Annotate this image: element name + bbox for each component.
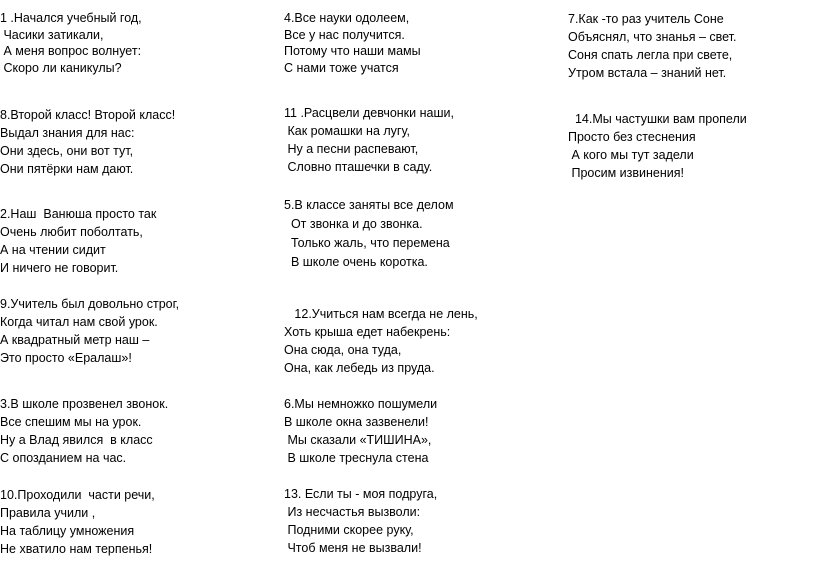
stanza-line: Очень любит поболтать, — [0, 225, 143, 239]
stanza-line: Все спешим мы на урок. — [0, 415, 142, 429]
stanza-10 — [0, 486, 155, 558]
stanza-line: 6.Мы немножко пошумели — [284, 397, 438, 411]
stanza-11 — [284, 104, 454, 176]
stanza-13 — [284, 485, 437, 557]
stanza-line: 12.Учиться нам всегда не лень, — [284, 307, 478, 321]
stanza-6 — [284, 395, 437, 467]
stanza-line: Утром встала – знаний нет. — [568, 66, 727, 80]
stanza-line: 8.Второй класс! Второй класс! — [0, 108, 176, 122]
stanza-line: Она, как лебедь из пруда. — [284, 361, 435, 375]
stanza-line: Не хватило нам терпенья! — [0, 542, 153, 556]
stanza-line: 7.Как -то раз учитель Соне — [568, 12, 724, 26]
stanza-line: Скоро ли каникулы? — [0, 60, 122, 75]
stanza-12 — [284, 305, 478, 377]
stanza-line: Хоть крыша едет набекрень: — [284, 325, 451, 339]
stanza-line: 10.Проходили части речи, — [0, 488, 155, 502]
stanza-line: 14.Мы частушки вам пропели — [568, 112, 747, 126]
stanza-line: Объяснял, что знанья – свет. — [568, 30, 737, 44]
stanza-1 — [0, 10, 142, 76]
stanza-9 — [0, 295, 179, 367]
stanza-2 — [0, 205, 156, 277]
stanza-7 — [568, 10, 737, 82]
stanza-line: Чтоб меня не вызвали! — [284, 541, 422, 555]
stanza-line: В школе треснула стена — [284, 451, 429, 465]
stanza-line: А кого мы тут задели — [568, 148, 694, 162]
stanza-line: И ничего не говорит. — [0, 261, 119, 275]
stanza-line: Когда читал нам свой урок. — [0, 315, 158, 329]
stanza-line: От звонка и до звонка. — [284, 217, 423, 231]
stanza-line: Мы сказали «ТИШИНА», — [284, 433, 432, 447]
stanza-line: Соня спать легла при свете, — [568, 48, 733, 62]
stanza-line: Словно пташечки в саду. — [284, 160, 433, 174]
stanza-line: Подними скорее руку, — [284, 523, 414, 537]
stanza-line: 5.В классе заняты все делом — [284, 198, 454, 212]
stanza-line: Только жаль, что перемена — [284, 236, 450, 250]
stanza-line: А меня вопрос волнует: — [0, 44, 142, 58]
stanza-8 — [0, 106, 175, 178]
stanza-line: Это просто «Ералаш»! — [0, 351, 132, 365]
stanza-line: 1 .Начался учебный год, — [0, 11, 142, 25]
stanza-line: 11 .Расцвели девчонки наши, — [284, 106, 454, 120]
stanza-line: Как ромашки на лугу, — [284, 124, 410, 138]
stanza-line: Выдал знания для нас: — [0, 126, 135, 140]
stanza-line: Ну а песни распевают, — [284, 142, 419, 156]
stanza-line: Она сюда, она туда, — [284, 343, 402, 357]
stanza-line: На таблицу умножения — [0, 524, 135, 538]
stanza-line: Потому что наши мамы — [284, 44, 421, 58]
stanza-line: 4.Все науки одолеем, — [284, 11, 410, 25]
stanza-line: Все у нас получится. — [284, 27, 405, 42]
stanza-line: А на чтении сидит — [0, 243, 106, 257]
stanza-line: А квадратный метр наш – — [0, 333, 150, 347]
stanza-line: Из несчастья вызволи: — [284, 505, 421, 519]
stanza-line: С опозданием на час. — [0, 451, 127, 465]
stanza-line: Они здесь, они вот тут, — [0, 144, 134, 158]
stanza-line: Часики затикали, — [0, 27, 104, 42]
stanza-line: 9.Учитель был довольно строг, — [0, 297, 180, 311]
stanza-line: 3.В школе прозвенел звонок. — [0, 397, 169, 411]
stanza-line: 2.Наш Ванюша просто так — [0, 207, 157, 221]
stanza-3 — [0, 395, 168, 467]
stanza-line: Правила учили , — [0, 506, 96, 520]
stanza-14 — [568, 110, 747, 182]
stanza-line: С нами тоже учатся — [284, 60, 399, 75]
stanza-line: 13. Если ты - моя подруга, — [284, 487, 438, 501]
stanza-5 — [284, 196, 454, 272]
stanza-4 — [284, 10, 421, 76]
stanza-line: Просим извинения! — [568, 166, 684, 180]
stanza-line: В школе окна зазвенели! — [284, 415, 429, 429]
stanza-line: Они пятёрки нам дают. — [0, 162, 134, 176]
stanza-line: В школе очень коротка. — [284, 255, 428, 269]
stanza-line: Ну а Влад явился в класс — [0, 433, 153, 447]
stanza-line: Просто без стеснения — [568, 130, 696, 144]
